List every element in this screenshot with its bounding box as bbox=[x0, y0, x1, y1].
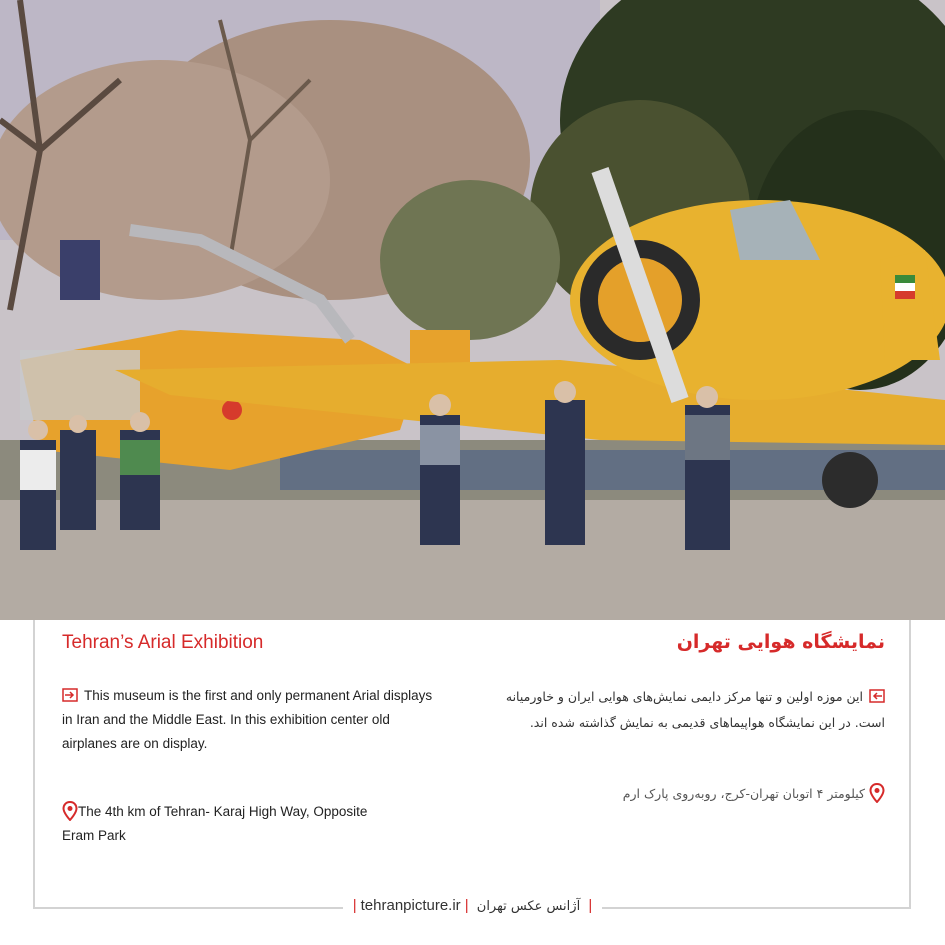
english-description bbox=[62, 684, 442, 756]
english-address bbox=[62, 800, 402, 848]
persian-address-text: کیلومتر ۴ اتوبان تهران-کرج، روبه‌روی پارک ارم bbox=[622, 786, 866, 801]
persian-address bbox=[545, 782, 885, 806]
english-title: Tehran’s Arial Exhibition bbox=[62, 632, 264, 653]
enter-arrow-icon bbox=[62, 688, 78, 702]
persian-title: نمایشگاه هوایی تهران bbox=[676, 631, 885, 653]
footer-separator: | bbox=[588, 897, 593, 914]
footer-separator: | bbox=[352, 897, 357, 914]
footer bbox=[0, 897, 945, 914]
footer-agency: آژانس عکس تهران bbox=[476, 899, 581, 914]
english-description-text: This museum is the first and only permanent Arial displays in Iran and the Middle East. In this exhibition center old airplanes are on display. bbox=[62, 688, 433, 751]
footer-separator: | bbox=[464, 897, 469, 914]
persian-description-text: این موزه اولین و تنها مرکز دایمی نمایش‌های هوایی ایران و خاورمیانه است. در این نمایشگاه هواپیماهای قدیمی به نمایش گذاشته شده اند. bbox=[505, 689, 885, 730]
location-pin-icon bbox=[62, 801, 78, 821]
footer-site[interactable]: tehranpicture.ir bbox=[360, 897, 461, 914]
location-pin-icon bbox=[869, 783, 885, 803]
persian-description bbox=[505, 684, 885, 736]
enter-arrow-icon bbox=[869, 689, 885, 703]
english-address-text: The 4th km of Tehran- Karaj High Way, Opposite Eram Park bbox=[62, 804, 368, 843]
